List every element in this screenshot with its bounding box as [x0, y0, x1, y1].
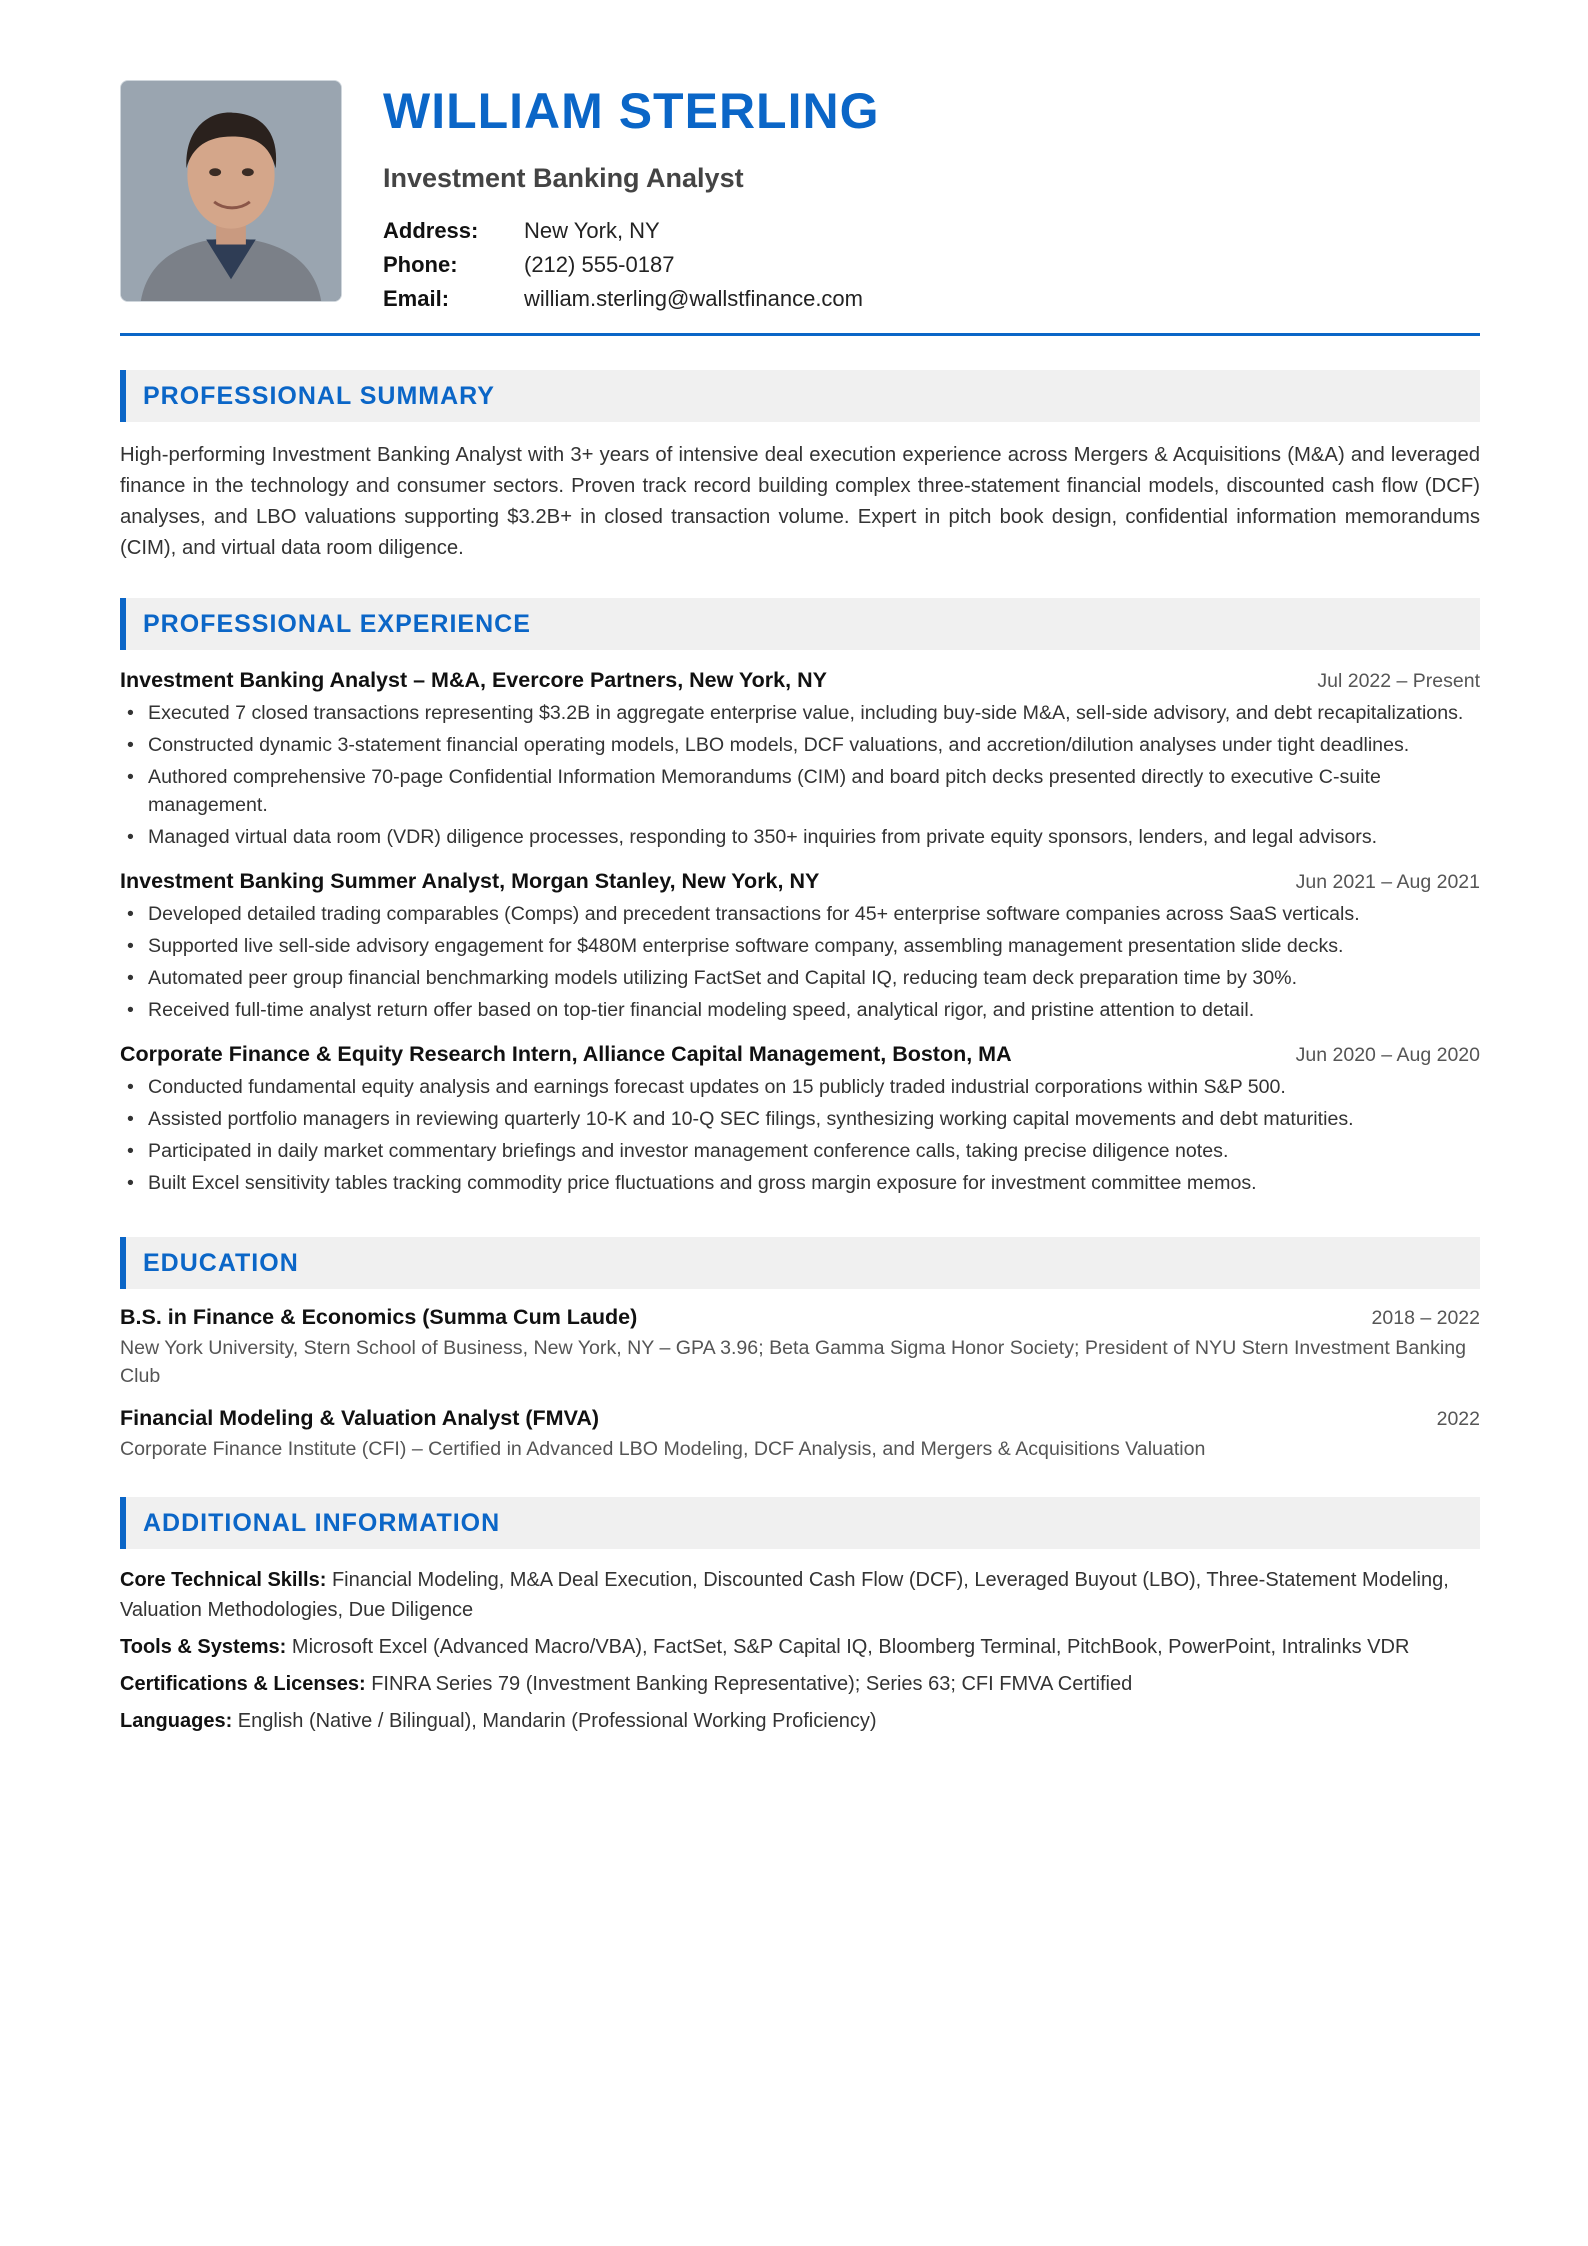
bullet-item: • Received full-time analyst return offer based on top-tier financial modeling speed, analytical rigor, and pristine attention to detail. — [120, 996, 1480, 1024]
info-value: FINRA Series 79 (Investment Banking Representative); Series 63; CFI FMVA Certified — [371, 1673, 1133, 1695]
info-row — [120, 1706, 1480, 1736]
bullet-item: • Constructed dynamic 3-statement financial operating models, LBO models, DCF valuations, and accretion/dilution analyses under tight deadlines. — [120, 731, 1480, 759]
contact-label: Phone: — [383, 252, 458, 277]
additional-heading — [120, 1497, 1480, 1549]
contact-email — [383, 282, 880, 316]
job-bullets — [120, 1073, 1480, 1197]
portrait-illustration — [121, 81, 341, 301]
degree-title: Financial Modeling & Valuation Analyst (FMVA) — [120, 1406, 600, 1430]
degree-description: New York University, Stern School of Business, New York, NY – GPA 3.96; Beta Gamma Sigma Honor Society; President of NYU Stern Investment Banking Club — [120, 1337, 1467, 1387]
job-header — [120, 1042, 1480, 1067]
degree-date: 2018 – 2022 — [1371, 1307, 1480, 1329]
experience-heading — [120, 598, 1480, 650]
bullet-item: • Developed detailed trading comparables (Comps) and precedent transactions for 45+ enterprise software companies across SaaS verticals. — [120, 900, 1480, 928]
contact-phone — [383, 248, 880, 282]
bullet-item: • Managed virtual data room (VDR) diligence processes, responding to 350+ inquiries from private equity sponsors, lenders, and legal advisors. — [120, 823, 1480, 851]
job-bullets — [120, 699, 1480, 851]
contact-list — [383, 214, 880, 316]
job-title: Investment Banking Analyst – M&A, Evercore Partners, New York, NY — [120, 668, 827, 692]
summary-heading — [120, 370, 1480, 422]
info-row — [120, 1632, 1480, 1662]
bullet-item: • Authored comprehensive 70-page Confidential Information Memorandums (CIM) and board pitch decks presented directly to executive C-suite management. — [120, 763, 1480, 819]
job-title: Corporate Finance & Equity Research Intern, Alliance Capital Management, Boston, MA — [120, 1042, 1012, 1066]
job-date: Jun 2020 – Aug 2020 — [1295, 1044, 1480, 1066]
contact-value: william.sterling@wallstfinance.com — [524, 286, 863, 311]
education-heading — [120, 1237, 1480, 1289]
degree-description: Corporate Finance Institute (CFI) – Certified in Advanced LBO Modeling, DCF Analysis, and Mergers & Acquisitions Valuation — [120, 1438, 1206, 1460]
degree-date: 2022 — [1436, 1408, 1480, 1430]
contact-address — [383, 214, 880, 248]
info-value: Financial Modeling, M&A Deal Execution, Discounted Cash Flow (DCF), Leveraged Buyout (LBO), Three-Statement Modeling, Valuation Methodologies, Due Diligence — [120, 1569, 1449, 1621]
header-info — [383, 80, 880, 316]
education-header — [120, 1406, 1480, 1431]
info-label: Tools & Systems: — [120, 1636, 292, 1658]
job-date: Jul 2022 – Present — [1317, 670, 1480, 692]
job-header — [120, 869, 1480, 894]
info-label: Languages: — [120, 1710, 238, 1732]
contact-value: New York, NY — [524, 218, 660, 243]
education-entry — [120, 1406, 1480, 1463]
section-title: EDUCATION — [143, 1248, 299, 1277]
info-value: English (Native / Bilingual), Mandarin (Professional Working Proficiency) — [237, 1710, 877, 1732]
contact-value: (212) 555-0187 — [524, 252, 675, 277]
profile-photo — [120, 80, 342, 302]
info-value: Microsoft Excel (Advanced Macro/VBA), FactSet, S&P Capital IQ, Bloomberg Terminal, PitchBook, PowerPoint, Intralinks VDR — [291, 1636, 1410, 1658]
bullet-item: • Supported live sell-side advisory engagement for $480M enterprise software company, assembling management presentation slide decks. — [120, 932, 1480, 960]
candidate-name: WILLIAM STERLING — [383, 83, 880, 139]
education-entry — [120, 1305, 1480, 1390]
bullet-item: • Assisted portfolio managers in reviewing quarterly 10-K and 10-Q SEC filings, synthesizing working capital movements and debt maturities. — [120, 1105, 1480, 1133]
section-title: PROFESSIONAL EXPERIENCE — [143, 609, 531, 638]
additional-info — [120, 1565, 1480, 1736]
job-entry — [120, 668, 1480, 851]
bullet-item: • Automated peer group financial benchmarking models utilizing FactSet and Capital IQ, reducing team deck preparation time by 30%. — [120, 964, 1480, 992]
info-label: Certifications & Licenses: — [120, 1673, 372, 1695]
job-date: Jun 2021 – Aug 2021 — [1295, 871, 1480, 893]
resume-header — [120, 0, 1480, 336]
job-bullets — [120, 900, 1480, 1024]
contact-label: Address: — [383, 218, 479, 243]
job-entry — [120, 869, 1480, 1024]
bullet-item: • Conducted fundamental equity analysis and earnings forecast updates on 15 publicly traded industrial corporations within S&P 500. — [120, 1073, 1480, 1101]
info-row — [120, 1565, 1480, 1625]
bullet-item: • Participated in daily market commentary briefings and investor management conference calls, taking precise diligence notes. — [120, 1137, 1480, 1165]
info-label: Core Technical Skills: — [120, 1569, 332, 1591]
bullet-item: • Executed 7 closed transactions representing $3.2B in aggregate enterprise value, including buy-side M&A, sell-side advisory, and debt recapitalizations. — [120, 699, 1480, 727]
education-header — [120, 1305, 1480, 1330]
candidate-role: Investment Banking Analyst — [383, 163, 744, 193]
info-row — [120, 1669, 1480, 1699]
job-title: Investment Banking Summer Analyst, Morgan Stanley, New York, NY — [120, 869, 820, 893]
contact-label: Email: — [383, 286, 450, 311]
bullet-item: • Built Excel sensitivity tables tracking commodity price fluctuations and gross margin exposure for investment committee memos. — [120, 1169, 1480, 1197]
job-entry — [120, 1042, 1480, 1197]
summary-text: High-performing Investment Banking Analyst with 3+ years of intensive deal execution experience across Mergers & Acquisitions (M&A) and leveraged finance in the technology and consumer sectors. Proven track record building complex three-statement financial models, discounted cash flow (DCF) analyses, and LBO valuations supporting $3.2B+ in closed transaction volume. Expert in pitch book design, confidential information memorandums (CIM), and virtual data room diligence. — [120, 444, 1480, 559]
section-title: ADDITIONAL INFORMATION — [143, 1508, 501, 1537]
job-header — [120, 668, 1480, 693]
degree-title: B.S. in Finance & Economics (Summa Cum Laude) — [120, 1305, 638, 1329]
section-title: PROFESSIONAL SUMMARY — [143, 381, 495, 410]
